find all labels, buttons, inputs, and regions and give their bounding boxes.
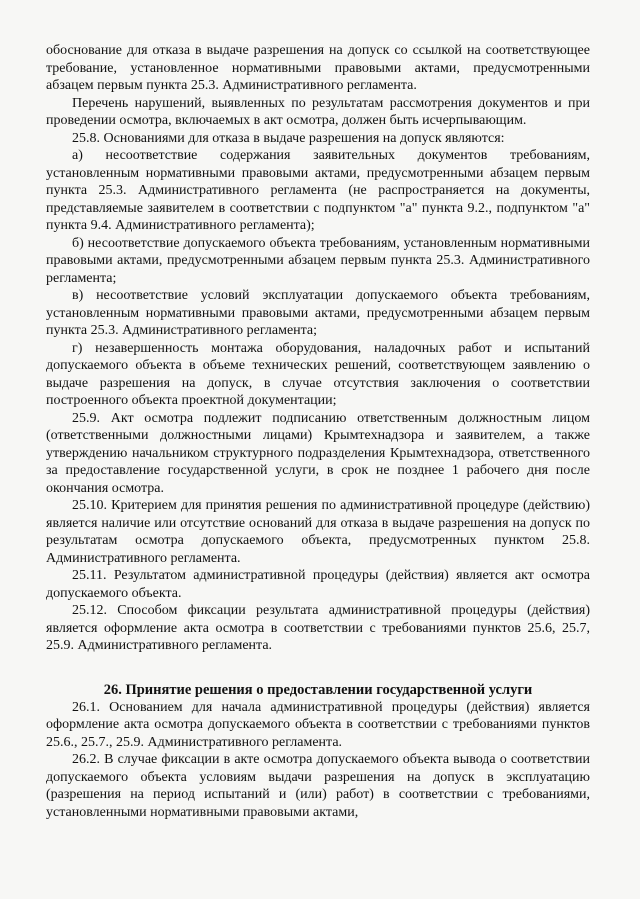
paragraph-violations-list: Перечень нарушений, выявленных по результатам рассмотрения документов и при проведении осмотра, включаемых в акт осмотра, должен быть исчерпывающим. <box>46 95 590 128</box>
paragraph-25-9: 25.9. Акт осмотра подлежит подписанию ответственным должностным лицом (ответственными должностными лицами) Крымтехнадзора и заявителем, а также утверждению начальником структурного подразделения Крымтехнадзора, ответственного за предоставление государственной услуги, в срок не позднее 1 рабочего дня после окончания осмотра. <box>46 410 590 496</box>
paragraph-25-12: 25.12. Способом фиксации результата административной процедуры (действия) является оформление акта осмотра в соответствии с требованиями пунктов 25.6, 25.7, 25.9. Административного регламента. <box>46 603 590 653</box>
paragraph-25-8-b: б) несоответствие допускаемого объекта требованиям, установленным нормативными правовыми актами, предусмотренными абзацем первым пункта 25.3. Административного регламента; <box>46 235 590 286</box>
paragraph-25-10: 25.10. Критерием для принятия решения по административной процедуре (действию) является наличие или отсутствие оснований для отказа в выдаче разрешения на допуск по результатам осмотра допускаемого объекта, предусмотренных пунктом 25.8. Административного регламента. <box>46 498 590 566</box>
paragraph-25-8-v: в) несоответствие условий эксплуатации допускаемого объекта требованиям, установленным нормативными правовыми актами, предусмотренными абзацем первым пункта 25.3. Административного регламента; <box>46 288 590 338</box>
paragraph-25-8: 25.8. Основаниями для отказа в выдаче разрешения на допуск являются: <box>72 130 505 146</box>
paragraph-25-11: 25.11. Результатом административной процедуры (действия) является акт осмотра допускаемого объекта. <box>46 568 590 601</box>
paragraph-26-1: 26.1. Основанием для начала административной процедуры (действия) является оформление акта осмотра допускаемого объекта в соответствии с требованиями пунктов 25.6., 25.7., 25.9. Административного регламента. <box>46 699 590 750</box>
paragraph-26-2: 26.2. В случае фиксации в акте осмотра допускаемого объекта вывода о соответствии допускаемого объекта условиям выдачи разрешения на допуск в эксплуатацию (разрешения на период испытаний и (или) работ) в соответствии с требованиями, установленными нормативными правовыми актами, <box>46 752 590 820</box>
section-title-26: 26. Принятие решения о предоставлении государственной услуги <box>103 681 533 698</box>
paragraph-25-8-g: г) незавершенность монтажа оборудования, наладочных работ и испытаний допускаемого объекта в объеме технических решений, соответствующем заявлению о выдаче разрешения на допуск, в случае отсутствия заключения о соответствии построенного объекта проектной документации; <box>46 340 590 408</box>
paragraph-25-8-a: а) несоответствие содержания заявительных документов требованиям, установленным нормативными правовыми актами, предусмотренными абзацем первым пункта 25.3. Административного регламента (не распространяется на документы, представляемые заявителем в соответствии с подпунктом "а" пункта 9.2., подпунктом "а" пункта 9.4. Административного регламента); <box>46 148 590 233</box>
paragraph-continuation: обоснование для отказа в выдаче разрешения на допуск со ссылкой на соответствующее требование, установленное нормативными правовыми актами, предусмотренными абзацем первым пункта 25.3. Административного регламента. <box>46 43 590 93</box>
